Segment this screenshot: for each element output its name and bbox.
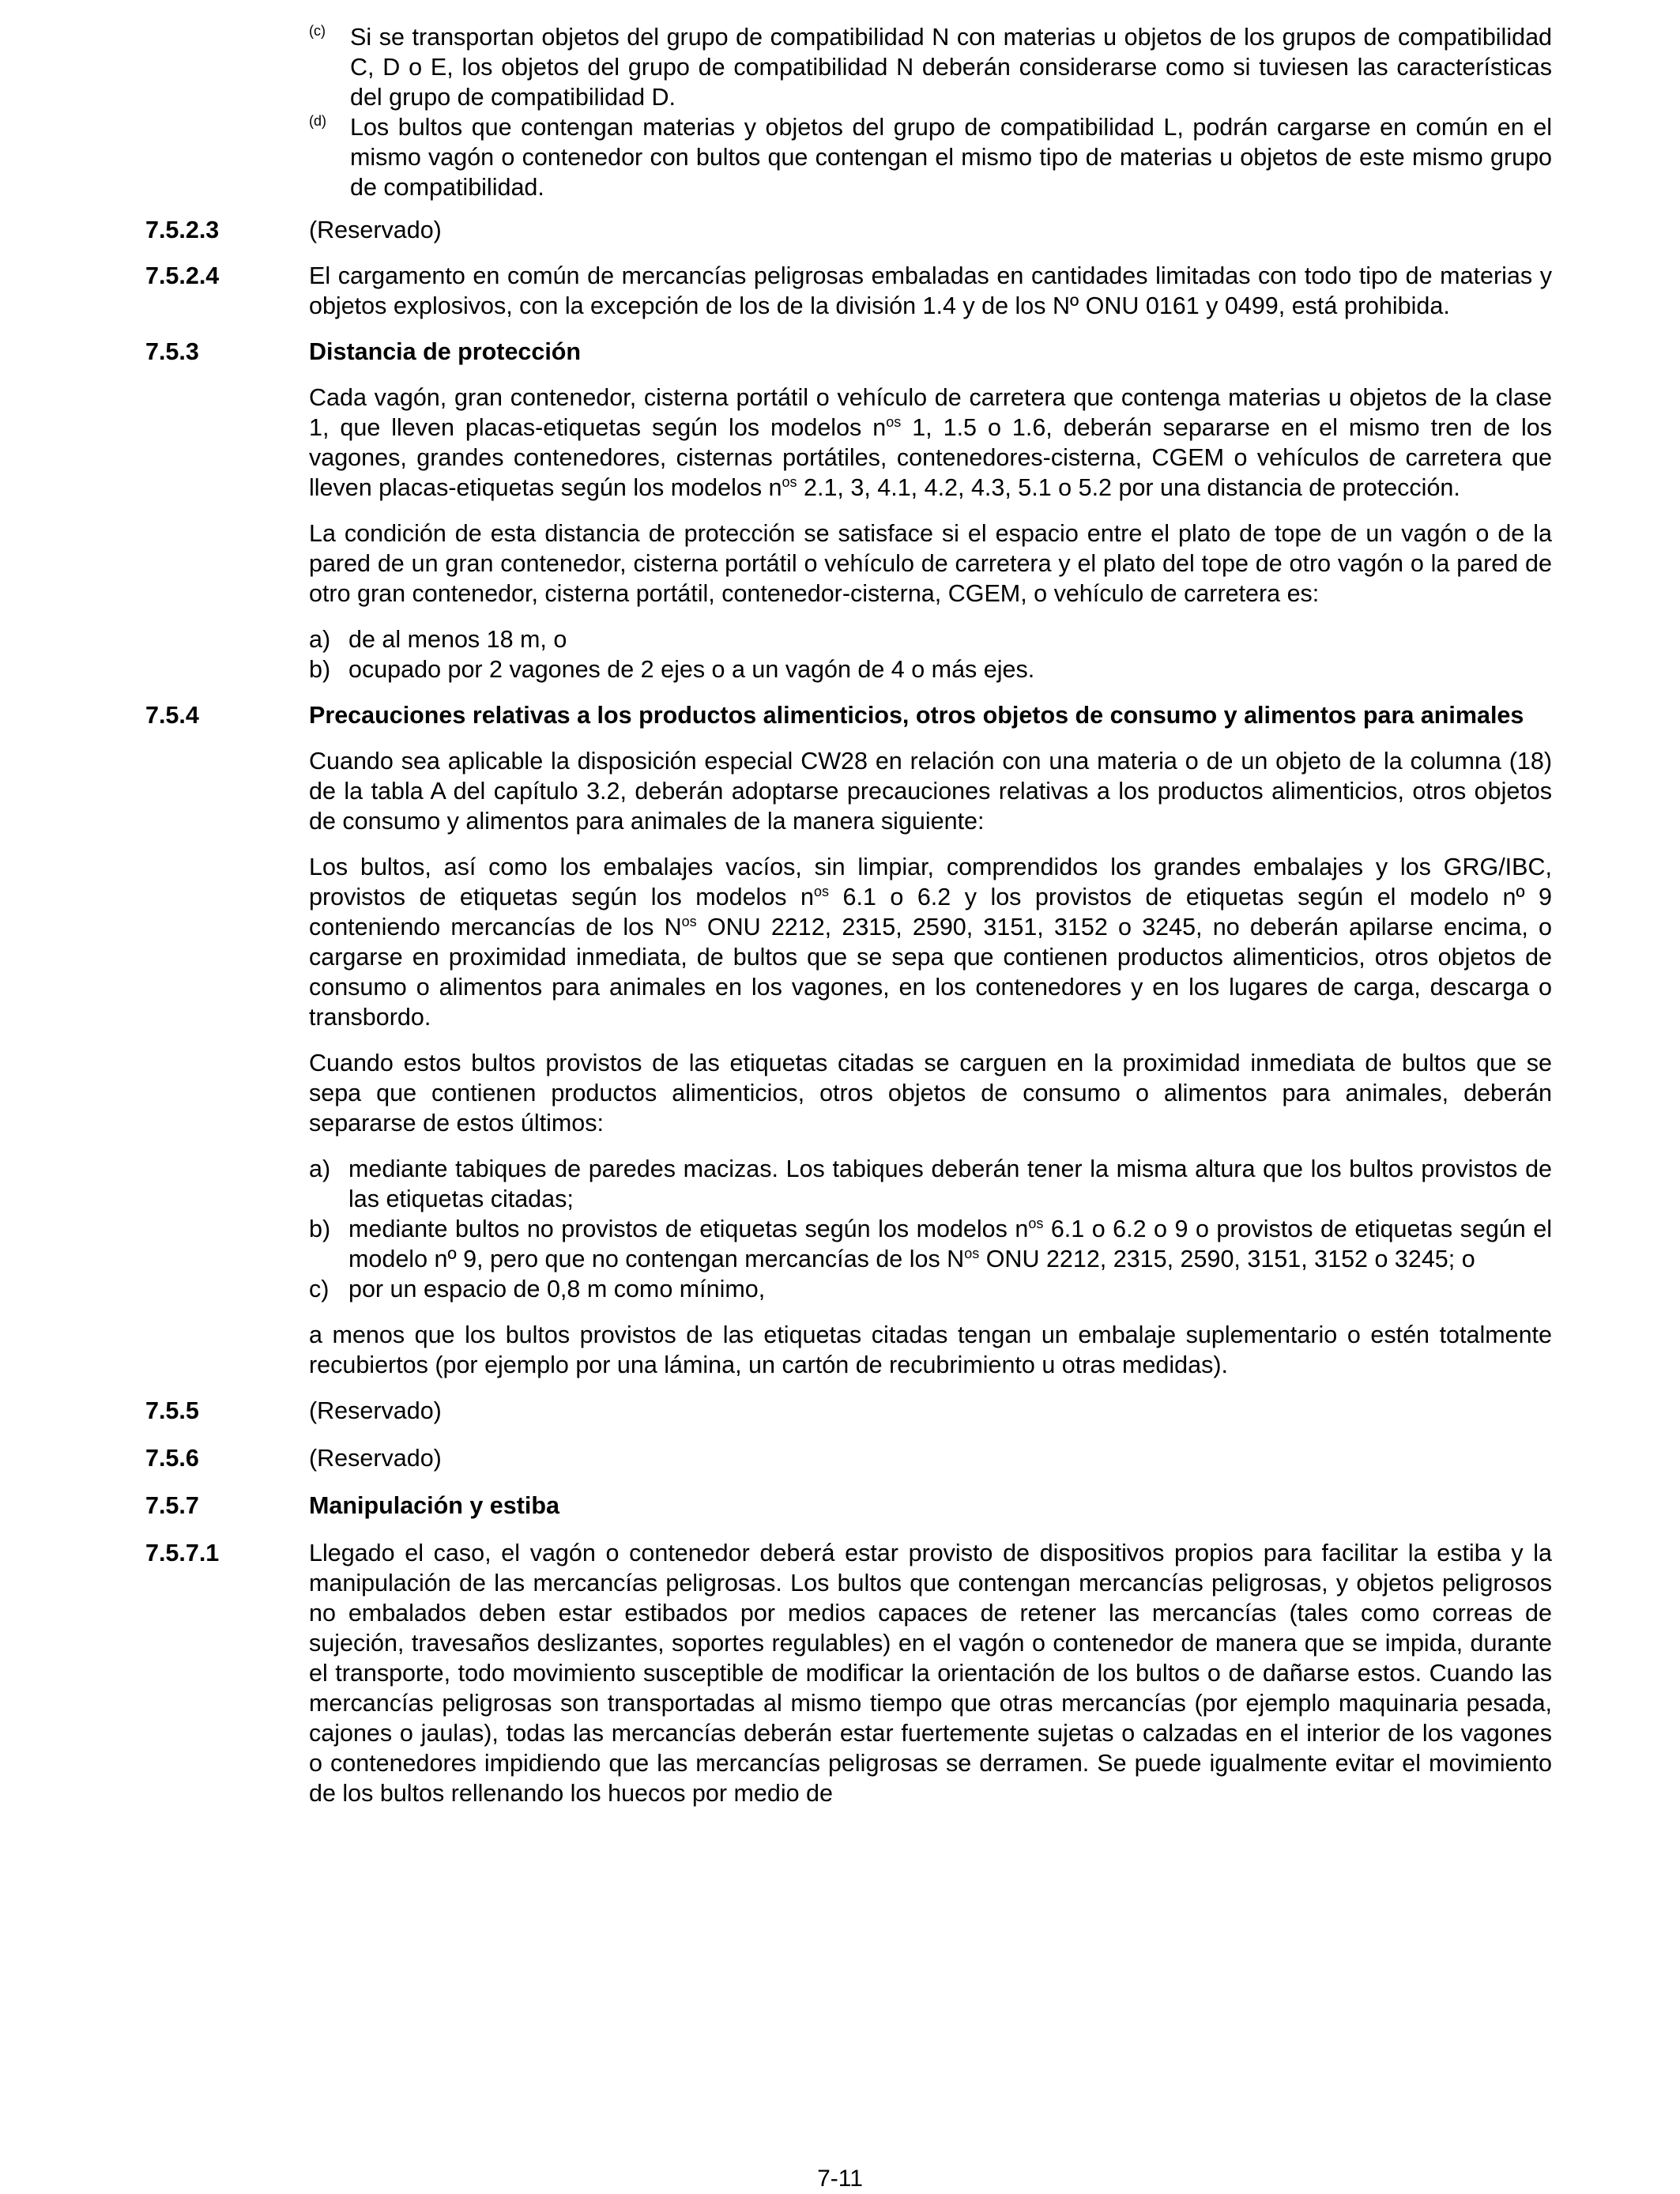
section-7-5-5 bbox=[145, 1396, 1552, 1426]
section-text: (Reservado) bbox=[309, 1445, 442, 1472]
section-title: Precauciones relativas a los productos alimenticios, otros objetos de consumo y alimentos para animales bbox=[309, 702, 1524, 729]
footnote-c bbox=[309, 22, 1552, 112]
list-text: ocupado por 2 vagones de 2 ejes o a un vagón de 4 o más ejes. bbox=[348, 656, 1035, 683]
section-text: Llegado el caso, el vagón o contenedor deberá estar provisto de dispositivos propios para facilitar la estiba y la manipulación de las mercancías peligrosas. Los bultos que contengan mercancías peligrosas, y objetos peligrosos no embalados deben estar estibados por medios capaces de retener las mercancías (tales como correas de sujeción, travesaños deslizantes, soportes regulables) en el vagón o contenedor de manera que se impida, durante el transporte, todo movimiento susceptible de modificar la orientación de los bultos o de dañarse estos. Cuando las mercancías peligrosas son transportadas al mismo tiempo que otras mercancías (por ejemplo maquinaria pesada, cajones o jaulas), todas las mercancías deberán estar fuertemente sujetas o calzadas en el interior de los vagones o contenedores impidiendo que las mercancías peligrosas se derramen. Se puede igualmente evitar el movimiento de los bultos rellenando los huecos por medio de bbox=[309, 1540, 1552, 1807]
list-marker: a) bbox=[309, 626, 331, 653]
section-7-5-2-4 bbox=[145, 261, 1552, 321]
section-7-5-4-heading bbox=[145, 700, 1552, 730]
footnotes-block bbox=[145, 22, 1552, 202]
list-marker: c) bbox=[309, 1276, 330, 1302]
section-7-5-3-heading bbox=[145, 337, 1552, 367]
section-text: (Reservado) bbox=[309, 1397, 442, 1424]
section-text: El cargamento en común de mercancías peligrosas embaladas en cantidades limitadas con todo tipo de materias y objetos explosivos, con la excepción de los de la división 1.4 y de los Nº ONU 0161 y 0499, está prohibida. bbox=[309, 262, 1552, 319]
section-number: 7.5.2.3 bbox=[145, 217, 220, 243]
list-marker: b) bbox=[309, 656, 331, 683]
section-number: 7.5.4 bbox=[145, 702, 199, 729]
section-title: Manipulación y estiba bbox=[309, 1492, 559, 1519]
section-text: (Reservado) bbox=[309, 217, 442, 243]
footnote-text: Si se transportan objetos del grupo de compatibilidad N con materias u objetos de los grupos de compatibilidad C, D o E, los objetos del grupo de compatibilidad N deberán considerarse como si tuviesen las características del grupo de compatibilidad D. bbox=[350, 24, 1552, 111]
list-item bbox=[309, 1154, 1552, 1214]
paragraph: a menos que los bultos provistos de las etiquetas citadas tengan un embalaje suplementario o estén totalmente recubiertos (por ejemplo por una lámina, un cartón de recubrimiento u otras medidas). bbox=[309, 1321, 1552, 1378]
section-number: 7.5.6 bbox=[145, 1445, 199, 1472]
footnote-mark: (c) bbox=[309, 23, 326, 39]
list-item bbox=[309, 624, 1552, 654]
section-7-5-3-body bbox=[145, 383, 1552, 684]
section-number: 7.5.7.1 bbox=[145, 1540, 220, 1566]
list-text: mediante tabiques de paredes macizas. Los tabiques deberán tener la misma altura que los bultos provistos de las etiquetas citadas; bbox=[348, 1155, 1552, 1212]
list-marker: b) bbox=[309, 1216, 331, 1242]
section-title: Distancia de protección bbox=[309, 338, 582, 365]
list-item bbox=[309, 1274, 1552, 1304]
list-text: de al menos 18 m, o bbox=[348, 626, 567, 653]
list-text: mediante bultos no provistos de etiquetas según los modelos $n^{os}$ 6.1 o 6.2 o 9 o provistos de etiquetas según el modelo nº 9, pero que no contengan mercancías de los $N^{os}$ ONU 2212, 2315, 2590, 3151, 3152 o 3245; o bbox=[348, 1215, 1552, 1272]
list-item bbox=[309, 1214, 1552, 1274]
paragraph: Cada vagón, gran contenedor, cisterna portátil o vehículo de carretera que contenga materias u objetos de la clase 1, que lleven placas-etiquetas según los modelos $n^{os}$ 1, 1.5 o 1.6, deberán separarse en el mismo tren de los vagones, grandes contenedores, cisternas portátiles, contenedores-cisterna, CGEM o vehículos de carretera que lleven placas-etiquetas según los modelos $n^{os}$ 2.1, 3, 4.1, 4.2, 4.3, 5.1 o 5.2 por una distancia de protección. bbox=[309, 384, 1552, 501]
paragraph: Cuando estos bultos provistos de las etiquetas citadas se carguen en la proximidad inmediata de bultos que se sepa que contienen productos alimenticios, otros objetos de consumo o alimentos para animales, deberán separarse de estos últimos: bbox=[309, 1050, 1552, 1137]
section-7-5-7-1 bbox=[145, 1538, 1552, 1808]
footnote-mark: (d) bbox=[309, 113, 326, 129]
footnote-text: Los bultos que contengan materias y objetos del grupo de compatibilidad L, podrán cargarse en común en el mismo vagón o contenedor con bultos que contengan el mismo tipo de materias u objetos de este mismo grupo de compatibilidad. bbox=[350, 114, 1552, 201]
list-text: por un espacio de 0,8 m como mínimo, bbox=[348, 1276, 766, 1302]
section-7-5-7-heading bbox=[145, 1491, 1552, 1521]
list-item bbox=[309, 654, 1552, 684]
section-7-5-4-body bbox=[145, 746, 1552, 1380]
section-number: 7.5.7 bbox=[145, 1492, 199, 1519]
page-number: 7-11 bbox=[817, 2166, 863, 2192]
section-7-5-6 bbox=[145, 1443, 1552, 1473]
paragraph: Cuando sea aplicable la disposición especial CW28 en relación con una materia o de un objeto de la columna (18) de la tabla A del capítulo 3.2, deberán adoptarse precauciones relativas a los productos alimenticios, otros objetos de consumo y alimentos para animales de la manera siguiente: bbox=[309, 748, 1552, 835]
list-marker: a) bbox=[309, 1155, 331, 1182]
footnote-d bbox=[309, 112, 1552, 202]
paragraph: Los bultos, así como los embalajes vacíos, sin limpiar, comprendidos los grandes embalajes y los GRG/IBC, provistos de etiquetas según los modelos $n^{os}$ 6.1 o 6.2 y los provistos de etiquetas según el modelo nº 9 conteniendo mercancías de los $N^{os}$ ONU 2212, 2315, 2590, 3151, 3152 o 3245, no deberán apilarse encima, o cargarse en proximidad inmediata, de bultos que se sepa que contienen productos alimenticios, otros objetos de consumo o alimentos para animales en los vagones, en los contenedores y en los lugares de carga, descarga o transbordo. bbox=[309, 854, 1552, 1031]
page-content bbox=[145, 22, 1552, 1808]
section-number: 7.5.3 bbox=[145, 338, 199, 365]
section-number: 7.5.2.4 bbox=[145, 262, 220, 289]
section-7-5-2-3 bbox=[145, 215, 1552, 245]
paragraph: La condición de esta distancia de protección se satisface si el espacio entre el plato de tope de un vagón o de la pared de un gran contenedor, cisterna portátil o vehículo de carretera y el plato del tope de otro vagón o la pared de otro gran contenedor, cisterna portátil, contenedor-cisterna, CGEM, o vehículo de carretera es: bbox=[309, 520, 1552, 607]
section-number: 7.5.5 bbox=[145, 1397, 199, 1424]
